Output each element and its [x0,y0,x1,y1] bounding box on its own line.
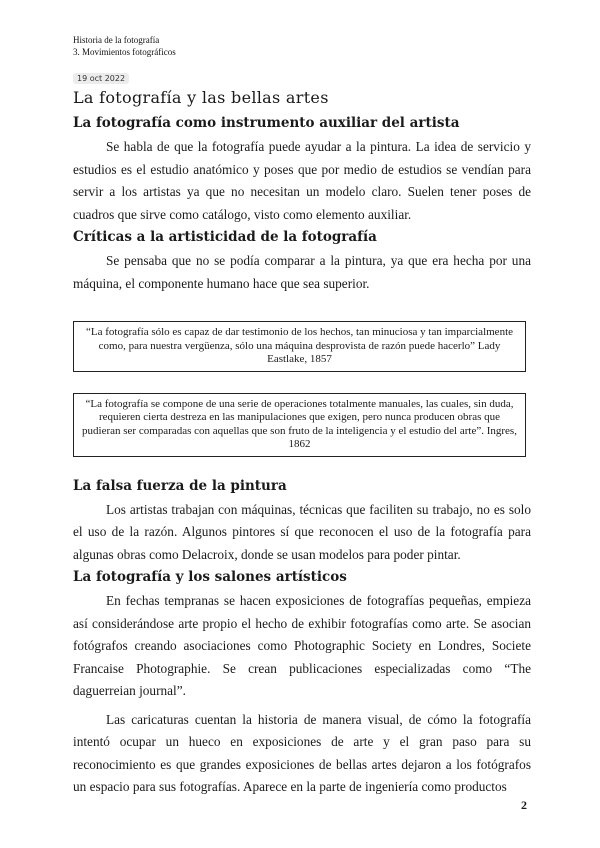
quote-box-ingres: “La fotografía se compone de una serie de operaciones totalmente manuales, las cuales, sin duda, requieren cierta destreza en las manipulaciones que exigen, pero nunca producen obras que pudieran ser comparadas con aquellas que son fruto de la inteligencia y el estudio del arte”. Ingres, 1862 [73,393,526,457]
section-heading-auxiliar: La fotografía como instrumento auxiliar del artista [73,115,460,131]
page-content [73,88,531,799]
paragraph-auxiliar: Se habla de que la fotografía puede ayudar a la pintura. La idea de servicio y estudios es el estudio anatómico y poses que por medio de estudios se vendían para servir a los artistas ya que no necesitan un modelo claro. Suelen tener poses de cuadros que sirve como catálogo, visto como elemento auxiliar. [73,139,531,222]
section-heading-falsa-fuerza: La falsa fuerza de la pintura [73,477,287,494]
header-unit-title: 3. Movimientos fotográficos [73,47,176,57]
paragraph-falsa-fuerza: Los artistas trabajan con máquinas, técnicas que faciliten su trabajo, no es solo el uso de la razón. Algunos pintores sí que reconocen el uso de la fotografía para algunas obras como Delacroix, donde se usan modelos para poder pintar. [73,501,531,562]
date-badge: 19 oct 2022 [73,73,129,84]
header-course-title: Historia de la fotografía [73,35,160,45]
page-title: La fotografía y las bellas artes [73,88,329,107]
paragraph-salones-2: Las caricaturas cuentan la historia de manera visual, de cómo la fotografía intentó ocupar un hueco en exposiciones de arte y el gran paso para su reconocimiento es que grandes exposiciones de bellas artes dejaron a los fotógrafos un espacio para sus fotografías. Aparece en la parte de ingeniería como productos [73,711,531,794]
quote-box-eastlake: “La fotografía sólo es capaz de dar testimonio de los hechos, tan minuciosa y tan imparcialmente como, para nuestra vergüenza, sólo una máquina desprovista de razón puede hacerlo” Lady Eastlake, 1857 [73,321,526,372]
section-heading-salones: La fotografía y los salones artísticos [73,569,347,585]
running-header [73,34,176,58]
section-heading-criticas: Críticas a la artisticidad de la fotografía [73,229,377,245]
paragraph-salones-1: En fechas tempranas se hacen exposiciones de fotografías pequeñas, empieza así considerándose arte propio el hecho de exhibir fotografías como arte. Se asocian fotógrafos creando asociaciones como Photographic Society en Londres, Societe Francaise Photographie. Se crean publicaciones especializadas como “The daguerreian journal”. [73,593,531,698]
page-number: 2 [521,798,527,812]
paragraph-criticas: Se pensaba que no se podía comparar a la pintura, ya que era hecha por una máquina, el componente humano hace que sea superior. [73,253,531,291]
